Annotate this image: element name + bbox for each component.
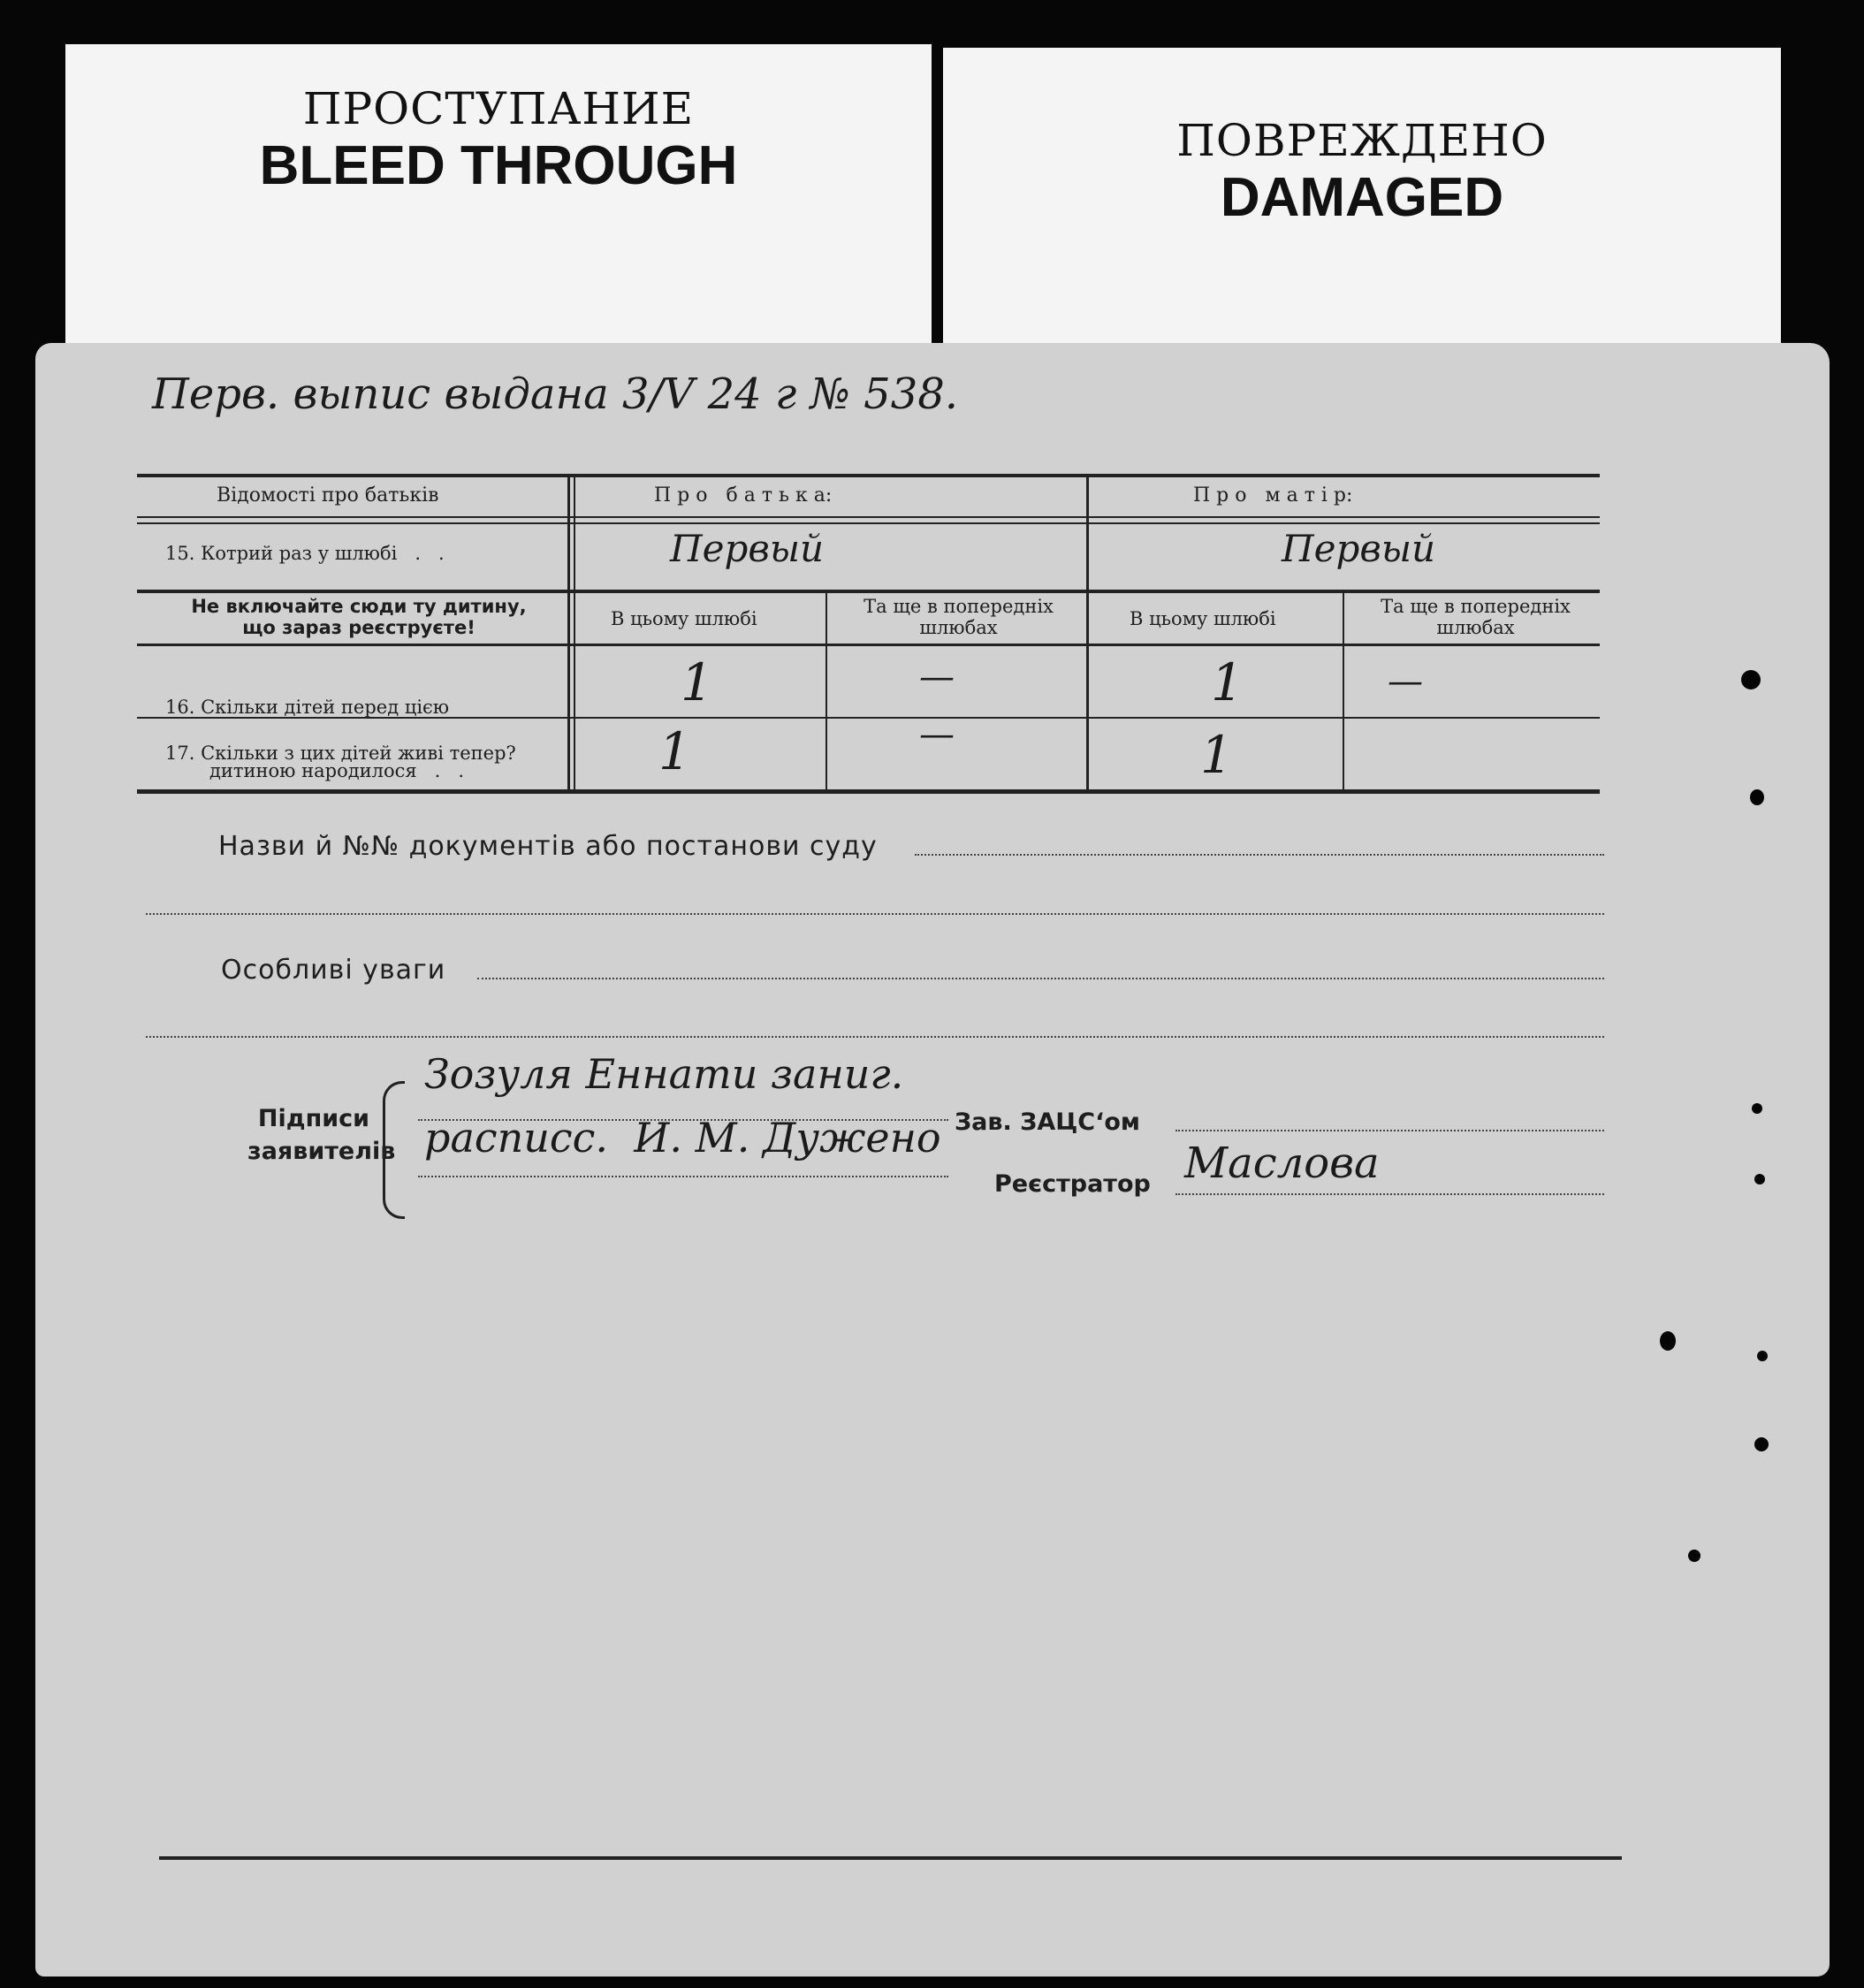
table-rule (137, 590, 1600, 593)
father-prev-marriages (837, 596, 1080, 638)
bleed-through-ru: ПРОСТУПАНИЕ (302, 83, 695, 134)
row15-mother-value: Первый (1282, 527, 1436, 570)
damaged-en: DAMAGED (1220, 167, 1504, 228)
applicant-signature-1: Зозуля Еннати заниг. (424, 1050, 904, 1098)
mother-prev-line2: шлюбах (1436, 617, 1515, 638)
row16-mother-this: 1 (1211, 652, 1244, 712)
row16-label-line1: 16. Скільки дітей перед цією (165, 697, 450, 718)
punch-hole (1757, 1351, 1768, 1361)
table-col-rule (1086, 476, 1089, 792)
notes-line-2 (146, 1036, 1604, 1038)
row17-father-prev: — (919, 714, 955, 755)
documents-line-2 (146, 913, 1604, 915)
punch-hole (1750, 789, 1764, 805)
applicant-signature-2: расписс. И. М. Дужено (424, 1114, 941, 1162)
table-rule (137, 644, 1600, 646)
damaged-card (943, 48, 1781, 348)
table-col-rule (574, 476, 575, 792)
registrar-signature-line (1175, 1193, 1604, 1195)
punch-hole (1754, 1174, 1765, 1184)
registrar-label: Реєстратор (994, 1170, 1151, 1198)
father-in-this-marriage: В цьому шлюбі (611, 608, 757, 629)
col-header-father: П р о б а т ь к а: (654, 484, 833, 507)
punch-hole (1754, 1437, 1769, 1451)
page-bottom-rule (159, 1856, 1622, 1860)
head-label: Зав. ЗАЦС‘ом (955, 1108, 1140, 1136)
col-header-info: Відомості про батьків (217, 484, 439, 507)
table-rule (137, 522, 1600, 524)
notes-label: Особливі уваги (221, 955, 446, 986)
punch-hole (1741, 670, 1761, 689)
handwritten-issue-note: Перв. выпис выдана 3/V 24 г № 538. (152, 369, 959, 419)
registrar-signature: Маслова (1184, 1139, 1380, 1188)
applicants-label-line1: Підписи (257, 1105, 370, 1132)
applicants-label-line2: заявителів (247, 1138, 396, 1165)
row15-father-value: Первый (670, 527, 825, 570)
row16-label (165, 654, 464, 824)
table-top-rule (137, 474, 1600, 477)
row17-label: 17. Скільки з цих дітей живі тепер? (165, 743, 516, 764)
damaged-ru: ПОВРЕЖДЕНО (1176, 115, 1548, 166)
bleed-through-en: BLEED THROUGH (259, 135, 738, 196)
father-prev-line2: шлюбах (919, 617, 998, 638)
mother-prev-line1: Та ще в попередніх (1381, 596, 1571, 617)
exclude-note (164, 596, 553, 638)
documents-label: Назви й №№ документів або постанови суду (218, 831, 878, 862)
punch-hole (1688, 1550, 1700, 1562)
table-col-rule (825, 591, 827, 792)
table-col-rule (567, 476, 570, 792)
row16-label-line2: дитиною народилося . . (209, 760, 465, 781)
applicants-label (247, 1105, 396, 1165)
row17-mother-this: 1 (1200, 725, 1233, 785)
notes-line (477, 978, 1604, 979)
row16-mother-prev: — (1388, 661, 1423, 702)
row16-father-prev: — (919, 657, 955, 697)
table-rule (137, 516, 1600, 518)
form-sheet (35, 343, 1830, 1977)
bleed-through-card (65, 44, 932, 358)
applicant-line-2 (418, 1176, 948, 1177)
punch-hole (1752, 1103, 1762, 1114)
col-header-mother: П р о м а т і р: (1193, 484, 1353, 507)
row17-father-this: 1 (658, 721, 691, 781)
exclude-note-line2: що зараз реєструєте! (242, 617, 476, 638)
documents-line (915, 854, 1604, 856)
row15-label: 15. Котрий раз у шлюбі . . (165, 543, 445, 564)
exclude-note-line1: Не включайте сюди ту дитину, (191, 596, 527, 617)
head-signature-line (1175, 1130, 1604, 1131)
father-prev-line1: Та ще в попередніх (864, 596, 1054, 617)
punch-hole (1660, 1331, 1676, 1351)
mother-prev-marriages (1354, 596, 1597, 638)
signature-brace (383, 1081, 405, 1219)
table-col-rule (1343, 591, 1344, 792)
row16-father-this: 1 (681, 652, 713, 712)
mother-in-this-marriage: В цьому шлюбі (1130, 608, 1276, 629)
